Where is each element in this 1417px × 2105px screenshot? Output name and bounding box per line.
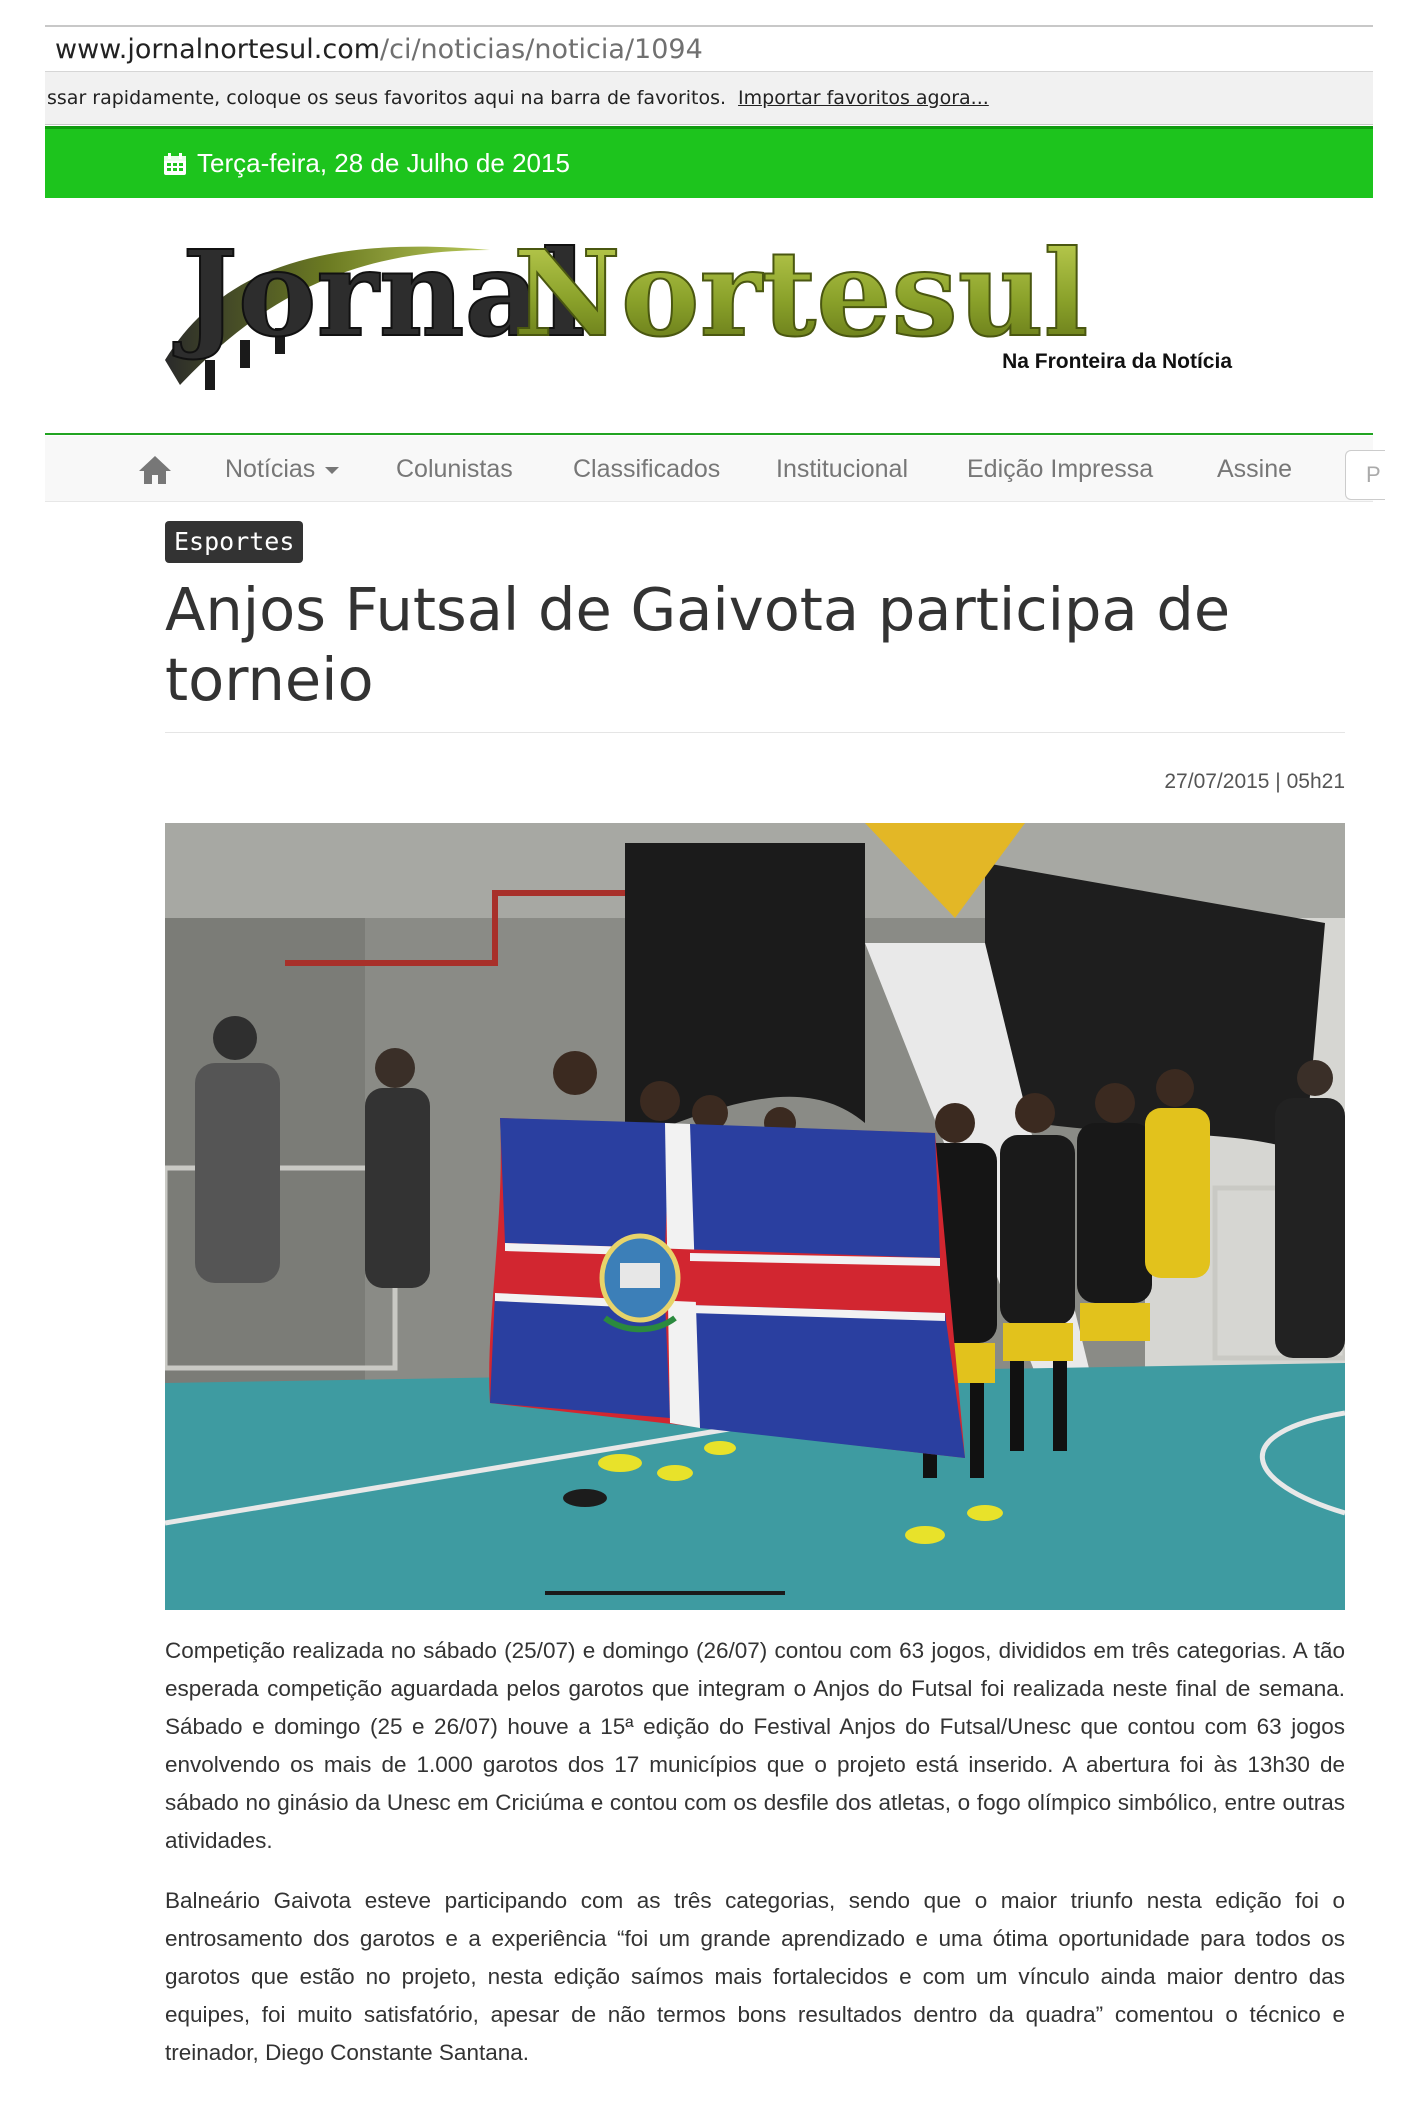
- logo-divider: [45, 433, 1373, 435]
- logo-word-nortesul: Nortesul: [513, 224, 1089, 363]
- chevron-down-icon: [325, 467, 339, 474]
- url-path: /ci/noticias/noticia/1094: [380, 33, 703, 65]
- address-bar[interactable]: [45, 25, 1373, 71]
- nav-item-colunistas[interactable]: Colunistas: [396, 455, 513, 483]
- category-badge[interactable]: Esportes: [165, 521, 303, 563]
- nav-label-noticias: Notícias: [225, 455, 316, 483]
- url-domain: www.jornalnortesul.com: [55, 33, 381, 65]
- nav-item-institucional[interactable]: Institucional: [776, 455, 909, 483]
- nav-item-noticias[interactable]: [225, 436, 339, 502]
- main-nav: [45, 436, 1381, 502]
- article-paragraph: Balneário Gaivota esteve participando com as três categorias, sendo que o maior triunfo nesta edição foi o entrosamento dos garotos e a experiência “foi um grande aprendizado e uma ótima oportunidade para todos os garotos que estão no projeto, nesta edição saímos mais fortalecidos e com um vínculo ainda maior dentro das equipes, foi muito satisfatório, apesar de não termos bons resultados dentro da quadra” comentou o técnico e treinador, Diego Constante Santana.: [165, 1888, 1345, 2065]
- import-bookmarks-link[interactable]: Importar favoritos agora...: [738, 87, 989, 109]
- bookmarks-hint: ssar rapidamente, coloque os seus favoritos aqui na barra de favoritos.: [47, 87, 727, 109]
- article-timestamp: 27/07/2015 | 05h21: [1164, 770, 1345, 793]
- logo-graphic: [160, 210, 1260, 420]
- current-date: Terça-feira, 28 de Julho de 2015: [197, 148, 570, 178]
- search-input[interactable]: P: [1345, 450, 1385, 500]
- date-bar: [45, 126, 1373, 198]
- logo-word-jornal: Jornal: [182, 224, 586, 363]
- logo-tagline: Na Fronteira da Notícia: [1002, 350, 1232, 373]
- nav-item-assine[interactable]: Assine: [1217, 455, 1293, 483]
- article-paragraph: Competição realizada no sábado (25/07) e domingo (26/07) contou com 63 jogos, divididos em três categorias. A tão esperada competição aguardada pelos garotos que integram o Anjos do Futsal foi realizada neste final de semana. Sábado e domingo (25 e 26/07) houve a 15ª edição do Festival Anjos do Futsal/Unesc que contou com 63 jogos envolvendo os mais de 1.000 garotos dos 17 municípios que o projeto está inserido. A abertura foi às 13h30 de sábado no ginásio da Unesc em Criciúma e contou com os desfile dos atletas, o fogo olímpico simbólico, entre outras atividades.: [165, 1638, 1345, 1853]
- article-photo: [165, 823, 1345, 1610]
- nav-item-classificados[interactable]: Classificados: [573, 455, 721, 483]
- calendar-icon: [163, 152, 187, 176]
- home-icon[interactable]: [137, 454, 173, 486]
- title-divider: [165, 732, 1345, 733]
- photo-illustration: [165, 823, 1345, 1610]
- nav-item-edicao-impressa[interactable]: Edição Impressa: [967, 455, 1154, 483]
- bookmarks-bar: [45, 71, 1373, 125]
- article-title: Anjos Futsal de Gaivota participa de torneio: [165, 575, 1231, 714]
- site-logo[interactable]: [160, 210, 1260, 420]
